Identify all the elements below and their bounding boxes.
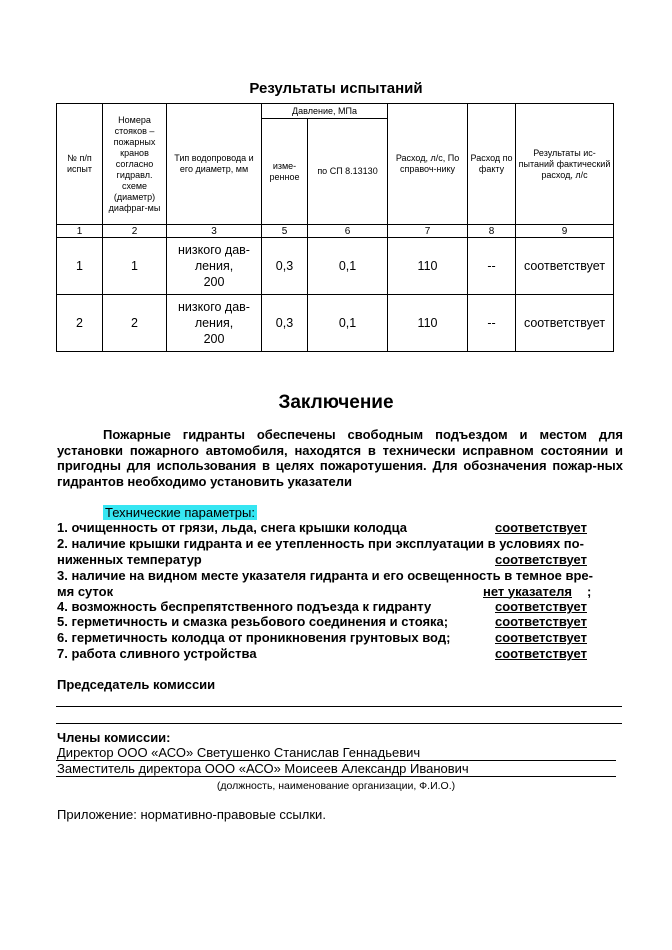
conclusion-paragraph [57,427,623,489]
header-pressure-norm: по СП 8.13130 [308,119,388,225]
tech-param-item [57,599,623,615]
cell-test-number: 1 [57,238,103,295]
col-num: 3 [167,225,262,238]
conclusion-heading: Заключение [278,392,394,413]
param-text: 1. очищенность от грязи, льда, снега крышки колодца [57,520,407,535]
col-num: 9 [516,225,614,238]
cell-pressure-norm: 0,1 [308,238,388,295]
tech-param-item [57,614,623,630]
tech-param-item [57,536,623,567]
tech-param-item [57,568,623,599]
param-status: соответствует [495,646,587,661]
param-text: 7. работа сливного устройства [57,646,257,661]
cell-flow-actual: -- [468,238,516,295]
col-num: 7 [388,225,468,238]
cell-pipe-type [167,295,262,352]
param-status: соответствует [495,520,587,535]
param-status: соответствует [495,630,587,645]
param-text: 2. наличие крышки гидранта и ее утепленность при эксплуатации в условиях по- [57,536,584,551]
pipe-type-line: ления, [194,259,234,273]
cell-pressure-norm: 0,1 [308,295,388,352]
col-num: 1 [57,225,103,238]
header-pipe-type: Тип водопровода и его диаметр, мм [167,104,262,225]
conclusion-text: Пожарные гидранты обеспечены свободным подъездом и местом для установки пожарного автомобиля, находятся в технически исправном состоянии и пригодны для использования в целях пожаротушения. Для обозначения пожар-ных гидрантов необходимо установить указатели [57,427,623,489]
cell-result: соответствует [516,295,614,352]
member-line: Директор ООО «АСО» Светушенко Станислав Геннадьевич [57,745,421,760]
col-num: 5 [262,225,308,238]
results-table [56,103,614,352]
cell-test-number: 2 [57,295,103,352]
members-label: Члены комиссии: [57,730,171,745]
param-text: мя суток [57,583,114,599]
signature-line [56,706,622,707]
param-text: 5. герметичность и смазка резьбового соединения и стояка; [57,614,449,629]
param-text: 4. возможность беспрепятственного подъезда к гидранту [57,599,432,614]
member-line: Заместитель директора ООО «АСО» Моисеев Александр Иванович [57,761,469,776]
cell-flow-actual: -- [468,295,516,352]
tech-param-item [57,630,623,646]
cell-riser-number: 1 [103,238,167,295]
cell-pressure-measured: 0,3 [262,238,308,295]
col-num: 2 [103,225,167,238]
cell-flow-reference: 110 [388,295,468,352]
param-status: соответствует [495,599,587,614]
cell-pressure-measured: 0,3 [262,295,308,352]
header-riser-numbers: Номера стояков – пожарных кранов согласно гидравл. схеме (диаметр) диафраг-мы [103,104,167,225]
tech-param-item [57,646,623,662]
chairman-label: Председатель комиссии [57,677,216,692]
table-row [57,238,614,295]
pipe-type-line: 200 [203,275,225,289]
header-pressure-measured: изме-ренное [262,119,308,225]
param-text: 6. герметичность колодца от проникновения грунтовых вод; [57,630,451,645]
member-underline [56,776,616,777]
signature-line [56,723,622,724]
tech-params-label: Технические параметры: [105,505,255,520]
header-test-results: Результаты ис-пытаний фактический расход, л/с [516,104,614,225]
col-num: 8 [468,225,516,238]
header-test-number: № п/п испыт [57,104,103,225]
header-pressure: Давление, МПа [262,104,388,119]
cell-riser-number: 2 [103,295,167,352]
param-text: 3. наличие на видном месте указателя гидранта и его освещенность в темное вре- [57,568,593,583]
appendix-note: Приложение: нормативно-правовые ссылки. [57,807,326,822]
pipe-type-line: низкого дав- [178,243,250,257]
param-suffix: ; [587,583,592,599]
param-status: соответствует [495,551,587,567]
pipe-type-line: ления, [194,316,234,330]
header-flow-reference: Расход, л/с, По справоч-нику [388,104,468,225]
members-caption: (должность, наименование организации, Ф.И.О.) [216,780,456,792]
cell-pipe-type [167,238,262,295]
tech-param-item [57,520,623,536]
param-text: ниженных температур [57,551,202,567]
param-status: соответствует [495,614,587,629]
page-title: Результаты испытаний [249,80,423,97]
cell-result: соответствует [516,238,614,295]
param-status: нет указателя [483,583,572,599]
cell-flow-reference: 110 [388,238,468,295]
col-num: 6 [308,225,388,238]
column-number-row [57,225,614,238]
pipe-type-line: 200 [203,332,225,346]
header-flow-actual: Расход по факту [468,104,516,225]
pipe-type-line: низкого дав- [178,300,250,314]
table-row [57,295,614,352]
